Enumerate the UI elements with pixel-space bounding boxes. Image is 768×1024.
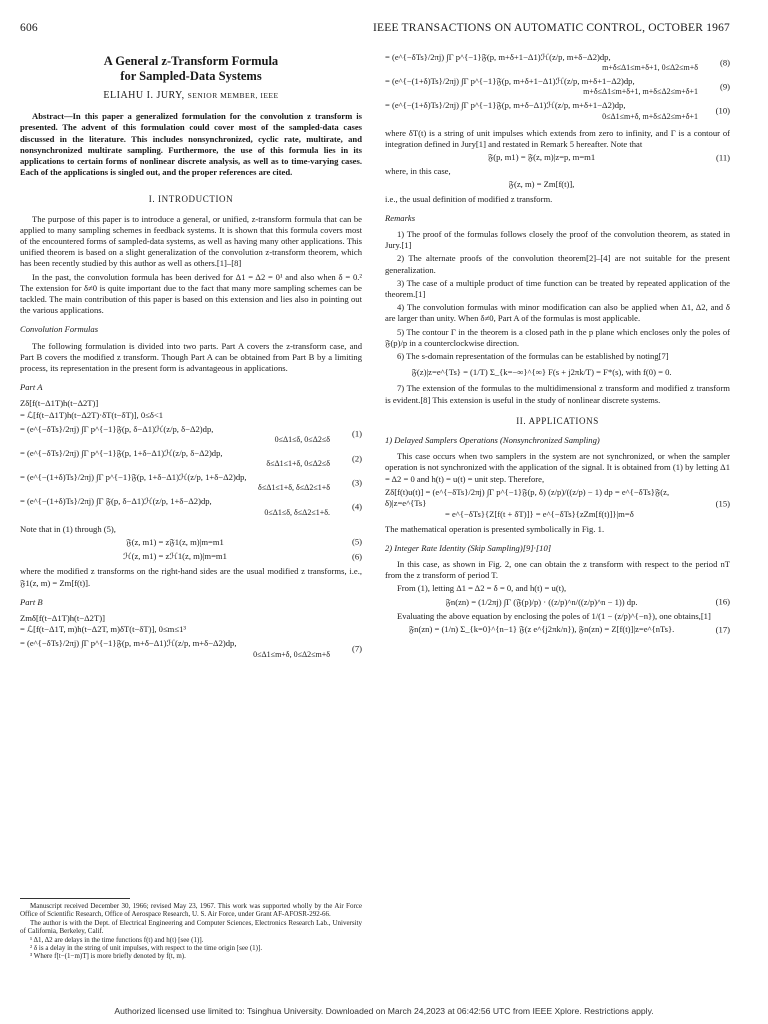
equation-number: (2) <box>351 453 362 464</box>
application-2-paragraph: In this case, as shown in Fig. 2, one can obtain the z transform with respect to the period nT from the z transform of period T. <box>385 558 730 581</box>
license-footer: Authorized licensed use limited to: Tsinghua University. Downloaded on March 24,2023 at 06:42:56 UTC from IEEE Xplore. Restrictions apply. <box>114 1006 654 1016</box>
equation-line: = e^{−δTs}{Z[f(t + δT)]} = e^{−δTs}{zZm[f(t)]}|m=δ <box>445 509 634 520</box>
equation-line: Zmδ[f(t−Δ1T)h(t−Δ2T)] <box>20 612 105 623</box>
intro-paragraph-2: In the past, the convolution formula has been derived for Δ1 = Δ2 = 0¹ and also when δ = 0.² The extension for δ≠0 is quite important due to the fact that many more sampling schemes can be tackled. The main contribution of this paper is based on this extension and lies also in pointing out the various applications. <box>20 271 362 316</box>
equation-part-b-definition <box>20 613 362 635</box>
equation-number: (3) <box>351 477 362 488</box>
equation-9 <box>385 76 730 97</box>
convolution-paragraph: The following formulation is divided into two parts. Part A covers the z-transform case, and Part B covers the modified z transform. Though Part A can be obtained from Part B by a limiting process, its representation in the present form is advantageous in applications. <box>20 340 362 374</box>
subsection-convolution-formulas: Convolution Formulas <box>20 324 99 335</box>
remark-3: 3) The case of a multiple product of time function can be treated by repeated application of the theorem.[1] <box>385 277 730 300</box>
equation-number: (6) <box>351 551 362 562</box>
author-line <box>20 90 362 101</box>
where-case-paragraph: where, in this case, <box>385 166 451 177</box>
footnote-2: ² δ is a delay in the string of unit impulses, with respect to the time origin [see (1)]. <box>30 944 263 953</box>
equation-line: = ℒ[f(t−Δ1T)h(t−Δ2T)·δT(t−δT)], 0≤δ<1 <box>20 409 164 420</box>
equation-body: ℋ(z, m1) = zℋ1(z, m)|m=m1 <box>123 551 227 562</box>
equation-condition: 0≤Δ1≤δ, 0≤Δ2≤δ <box>274 435 330 445</box>
equation-condition: 0≤Δ1≤m+δ, 0≤Δ2≤m+δ <box>253 649 330 659</box>
footnote-manuscript: Manuscript received December 30, 1966; revised May 23, 1967. This work was supported wholly by the Air Force Office of Scientific Research, Office of Aerospace Research, U. S. Air Force, under Grant AF-AFOSR-292-66. <box>20 902 362 919</box>
equation-16 <box>385 597 730 608</box>
title-line-1: A General z-Transform Formula <box>103 54 279 68</box>
remark-5: 5) The contour Γ in the theorem is a closed path in the p plane which encloses only the poles of 𝔉(p)/p in a counterclockwise direction. <box>385 326 730 348</box>
equation-number: (4) <box>351 501 362 512</box>
equation-part-a-definition <box>20 398 362 420</box>
footnotes <box>20 898 362 961</box>
equation-number: (10) <box>715 105 730 116</box>
part-b-heading: Part B <box>20 596 43 607</box>
equation-condition: m+δ≤Δ1≤m+δ+1, 0≤Δ2≤m+δ <box>602 63 698 73</box>
equation-11 <box>385 152 730 163</box>
equation-body: 𝔉(z)|z=e^{Ts} = (1/T) Σ_{k=−∞}^{∞} F(s + j2πk/T) = F*(s), with f(0) = 0. <box>411 367 672 378</box>
left-column <box>20 50 362 663</box>
application-2-letting: From (1), letting Δ1 = Δ2 = δ = 0, and h(t) = u(t), <box>397 583 567 594</box>
application-1-figure-note: The mathematical operation is presented symbolically in Fig. 1. <box>385 523 605 534</box>
equation-body: 𝔉(p, m1) = 𝔉(z, m)|z=p, m=m1 <box>487 152 596 163</box>
equation-line: Zδ[f(t−Δ1T)h(t−Δ2T)] <box>20 398 99 409</box>
equation-body: = (e^{−(1+δ)Ts}/2πj) ∫Γ p^{−1}𝔉(p, m+δ+1−Δ1)ℋ(z/p, m+δ+1−Δ2)dp, <box>385 76 635 87</box>
application-2-evaluating: Evaluating the above equation by enclosing the poles of 1/(1 − (z/p)^{−n}), one obtains,[1] <box>397 610 711 621</box>
equation-15 <box>385 487 730 521</box>
equation-body: = (e^{−δTs}/2πj) ∫Γ p^{−1}𝔉(p, 1+δ−Δ1)ℋ(z/p, δ−Δ2)dp, <box>20 448 223 459</box>
equation-body: = (e^{−δTs}/2πj) ∫Γ p^{−1}𝔉(p, m+δ+1−Δ1)ℋ(z/p, m+δ−Δ2)dp, <box>385 52 611 62</box>
author-rank: SENIOR MEMBER, IEEE <box>187 91 279 100</box>
page-number: 606 <box>20 22 38 34</box>
remark-4: 4) The convolution formulas with minor modification can also be applied when Δ1, Δ2, and δ are larger than unity. When δ≠0, Part A of the formulas is most applicable. <box>385 302 730 324</box>
equation-5 <box>20 537 362 548</box>
application-1-paragraph: This case occurs when two samplers in the system are not synchronized, or when the sampler operation is not synchronized with the application of the signal. It is obtained from (1) by letting Δ1 = Δ2 = 0 and h(t) = u(t) = unit step. Therefore, <box>385 451 730 484</box>
abstract: Abstract—In this paper a generalized formulation for the convolution z transform is presented. The advent of this formulation could cover most of the sampled-data cases discussed in the literature. This includes nonsynchronized, cyclic rate, multirate, and nonsynchronized multirate sampling. Furthermore, the use of this formula lies in its applications to certain forms of nonlinear discrete analysis, as well as to time-varying cases. Each of the applications is singled out, and the proper references are cited. <box>20 111 362 178</box>
journal-name: IEEE TRANSACTIONS ON AUTOMATIC CONTROL, OCTOBER 1967 <box>372 22 730 34</box>
paper-title <box>20 54 362 84</box>
running-header <box>20 22 730 38</box>
part-a-heading: Part A <box>20 382 43 393</box>
equation-7 <box>20 638 362 659</box>
note-text: Note that in (1) through (5), <box>20 523 116 534</box>
equation-body: = (e^{−δTs}/2πj) ∫Γ p^{−1}𝔉(p, m+δ−Δ1)ℋ(z/p, m+δ−Δ2)dp, <box>20 638 237 649</box>
equation-number: (8) <box>719 56 730 67</box>
equation-body: 𝔉(z, m1) = z𝔉1(z, m)|m=m1 <box>126 536 224 547</box>
equation-modified-z <box>385 179 730 190</box>
equation-condition: δ≤Δ1≤1+δ, δ≤Δ2≤1+δ <box>258 483 330 493</box>
equation-condition: 0≤Δ1≤δ, δ≤Δ2≤1+δ. <box>264 507 330 517</box>
application-1-title: 1) Delayed Samplers Operations (Nonsynchronized Sampling) <box>385 435 600 446</box>
equation-number: (17) <box>715 623 730 634</box>
equation-number: (16) <box>715 596 730 607</box>
equation-number: (9) <box>719 81 730 92</box>
equation-17 <box>385 624 730 635</box>
equation-3 <box>20 472 362 493</box>
equation-line: Zδ[f(t)u(t)] = (e^{−δTs}/2πj) ∫Γ p^{−1}𝔉(p, δ) (z/p)/((z/p) − 1) dp = e^{−δTs}𝔉(z, δ)|z=e^{Ts} <box>385 486 670 509</box>
definition-paragraph: i.e., the usual definition of modified z transform. <box>385 193 553 204</box>
where-paragraph: where the modified z transforms on the right-hand sides are the usual modified z transforms, i.e., 𝔉1(z, m) = Zm[f(t)]. <box>20 566 362 588</box>
footnote-affiliation: The author is with the Dept. of Electrical Engineering and Computer Sciences, Electronics Research Lab., University of California, Berkeley, Calif. <box>20 918 362 936</box>
equation-number: (7) <box>351 643 362 654</box>
right-column <box>385 50 730 638</box>
equation-body: = (e^{−(1+δ)Ts}/2πj) ∫Γ p^{−1}𝔉(p, 1+δ−Δ1)ℋ(z/p, 1+δ−Δ2)dp, <box>20 472 247 483</box>
equation-condition: δ≤Δ1≤1+δ, 0≤Δ2≤δ <box>266 459 330 469</box>
equation-body: = (e^{−δTs}/2πj) ∫Γ p^{−1}𝔉(p, δ−Δ1)ℋ(z/p, δ−Δ2)dp, <box>20 423 214 434</box>
footnote-rule <box>20 898 130 899</box>
equation-number: (1) <box>351 428 362 439</box>
equation-number: (15) <box>715 498 730 509</box>
application-2-title: 2) Integer Rate Identity (Skip Sampling)[9]·[10] <box>385 542 552 553</box>
equation-4 <box>20 496 362 517</box>
title-line-2: for Sampled-Data Systems <box>120 69 262 83</box>
equation-2 <box>20 448 362 469</box>
section-heading-applications: II. APPLICATIONS <box>516 415 599 426</box>
equation-8 <box>385 52 730 73</box>
equation-s-domain <box>385 367 730 378</box>
equation-number: (11) <box>716 152 730 163</box>
equation-10 <box>385 100 730 121</box>
equation-number: (5) <box>351 536 362 547</box>
footnote-1: ¹ Δ1, Δ2 are delays in the time functions f(t) and h(t) [see (1)]. <box>30 935 204 944</box>
equation-condition: 0≤Δ1≤m+δ, m+δ≤Δ2≤m+δ+1 <box>602 111 698 121</box>
remark-1: 1) The proof of the formulas follows closely the proof of the convolution theorem, as stated in Jury.[1] <box>385 229 730 251</box>
equation-body: = (e^{−(1+δ)Ts}/2πj) ∫Γ p^{−1}𝔉(p, m+δ−Δ1)ℋ(z/p, m+δ+1−Δ2)dp, <box>385 100 626 111</box>
equation-line: = ℒ[f(t−Δ1T, m)h(t−Δ2T, m)δT(t−δT)], 0≤m≤1³ <box>20 624 186 635</box>
equation-body: 𝔉n(zn) = (1/2πj) ∫Γ (𝔉(p)/p) · ((z/p)^n/((z/p)^n − 1)) dp. <box>445 596 638 607</box>
remarks-heading: Remarks <box>385 212 416 223</box>
equation-body: 𝔉(z, m) = Zm[f(t)], <box>508 179 575 190</box>
impulse-string-paragraph: where δT(t) is a string of unit impulses which extends from zero to infinity, and Γ is a contour of integration defined in Jury[1] and restated in Remark 5 hereafter. Note that <box>385 127 730 149</box>
remark-7: 7) The extension of the formulas to the multidimensional z transform and modified z transform is evident.[8] This extension is useful in the study of nonlinear discrete systems. <box>385 383 730 405</box>
intro-paragraph-1: The purpose of this paper is to introduce a general, or unified, z-transform formula that can be applied to many sampling schemes in feedback systems. It is shown that this formula covers most of the encountered forms of sampled-data systems, as well as having many other applications. This unified theorem is based on a slight generalization of the convolution z-transform theorem, which has been recently studied by this author as well as others.[1]–[8] <box>20 213 362 269</box>
equation-6 <box>20 551 362 562</box>
footnote-3: ³ Where f[t−(1−m)T] is more briefly denoted by f(t, m). <box>30 952 186 961</box>
equation-body: = (e^{−(1+δ)Ts}/2πj) ∫Γ 𝔉(p, δ−Δ1)ℋ(z/p, 1+δ−Δ2)dp, <box>20 496 212 507</box>
section-heading-introduction: I. INTRODUCTION <box>148 194 234 205</box>
remark-6: 6) The s-domain representation of the formulas can be established by noting[7] <box>397 351 669 362</box>
equation-condition: m+δ≤Δ1≤m+δ+1, m+δ≤Δ2≤m+δ+1 <box>583 87 698 97</box>
equation-1 <box>20 424 362 445</box>
remark-2: 2) The alternate proofs of the convolution theorem[2]–[4] are not suitable for the present generalization. <box>385 253 730 275</box>
author-name: ELIAHU I. JURY, <box>103 90 185 101</box>
equation-body: 𝔉n(zn) = (1/n) Σ_{k=0}^{n−1} 𝔉(z e^{j2πk/n}), 𝔉n(zn) = Z[f(t)]|z=e^{nTs}. <box>408 623 675 634</box>
